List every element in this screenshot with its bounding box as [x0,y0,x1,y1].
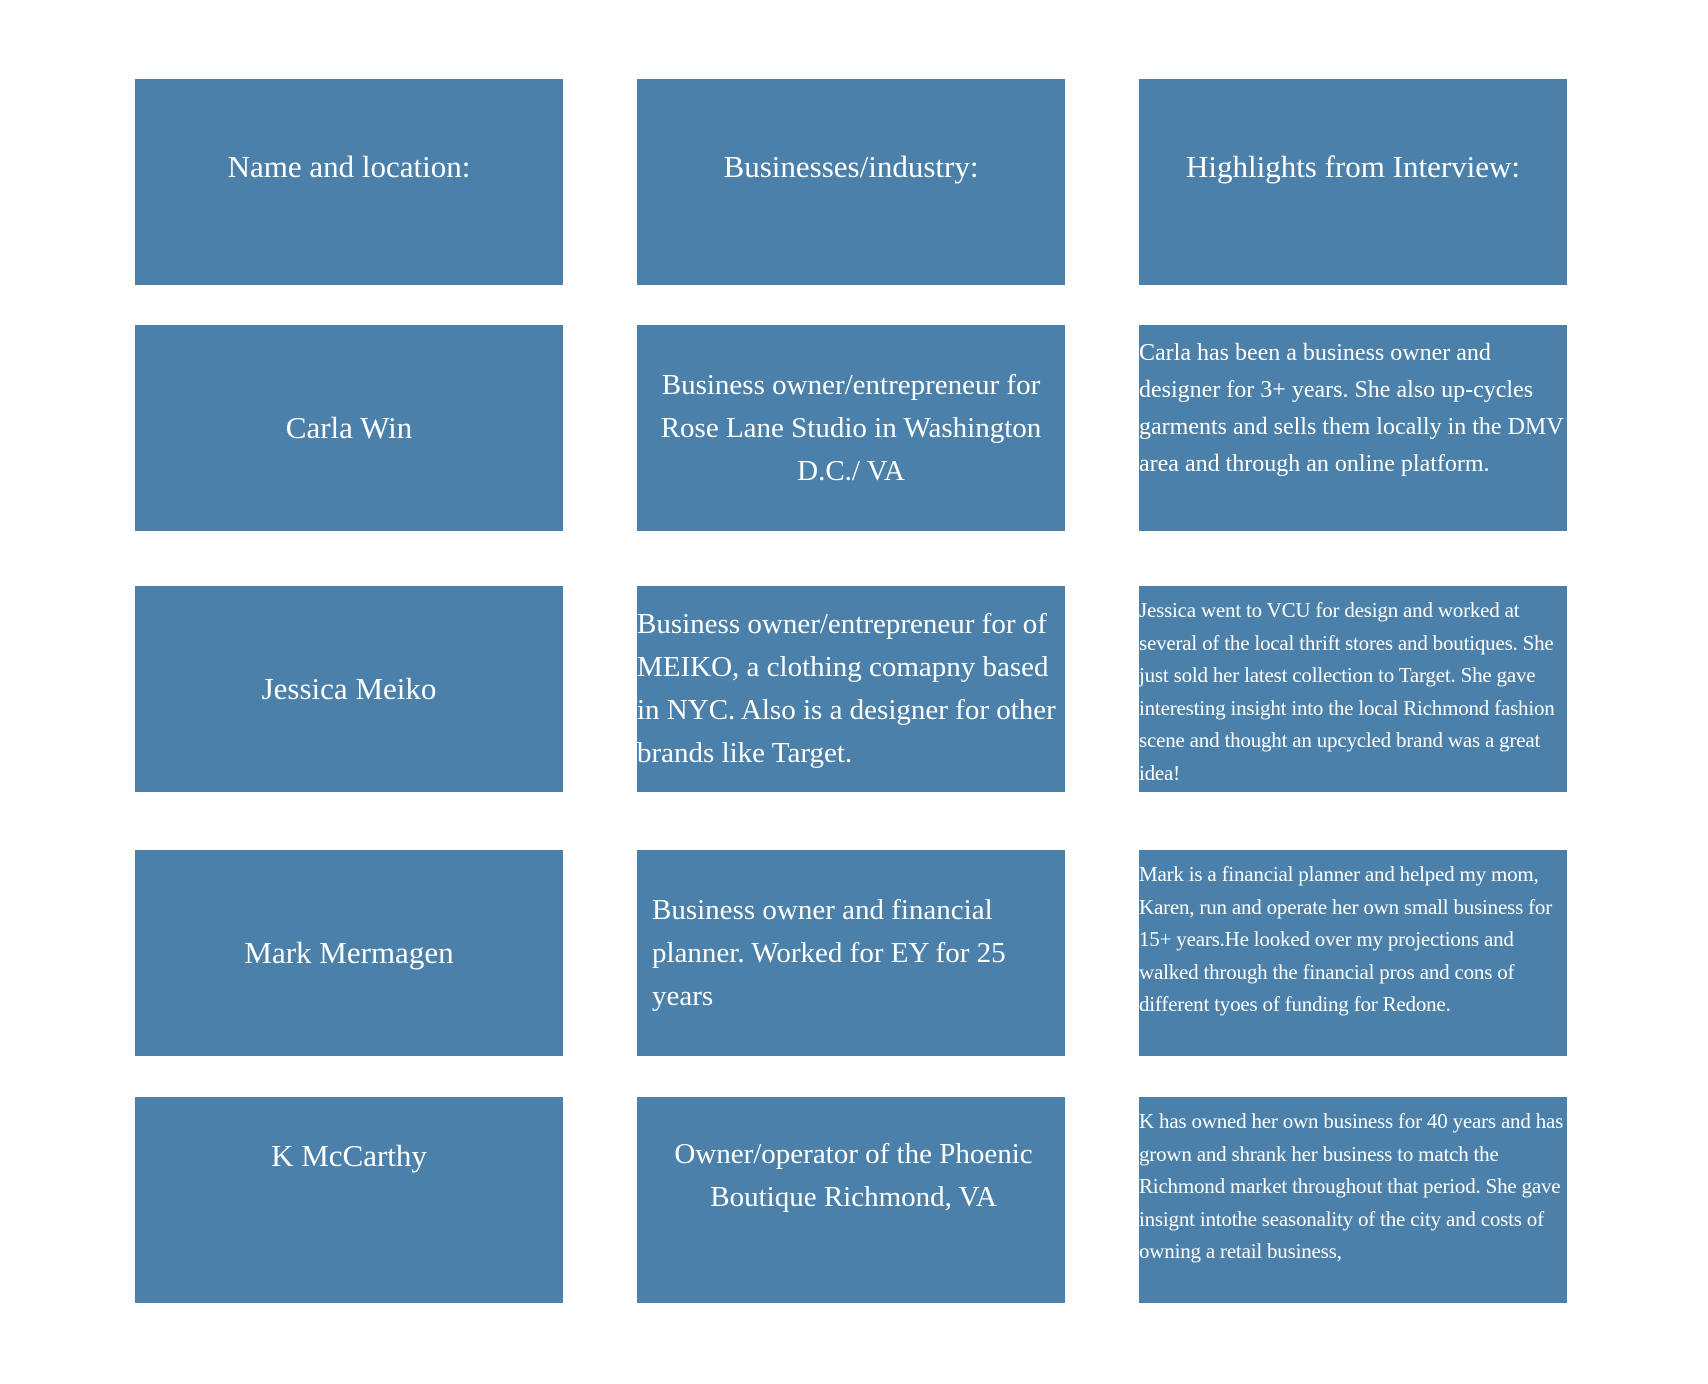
header-name-location [135,79,563,285]
header-label: Businesses/industry: [723,148,979,184]
header-label: Highlights from Interview: [1185,148,1521,184]
person-name: Jessica Meiko [261,670,437,706]
header-business-industry [637,79,1065,285]
header-highlights [1139,79,1567,285]
cell-highlights [1139,325,1567,531]
cell-business [637,1097,1065,1303]
person-name: Mark Mermagen [244,934,454,970]
cell-business [637,850,1065,1056]
highlights-text: K has owned her own business for 40 years and has grown and shrank her business to match the Richmond market throughout that period. She gave insignt intothe seasonality of the city and costs of owning a retail business, [1139,1109,1564,1263]
cell-highlights [1139,586,1567,792]
cell-name [135,850,563,1056]
cell-name [135,325,563,531]
cell-business [637,325,1065,531]
cell-highlights [1139,1097,1567,1303]
cell-business [637,586,1065,792]
business-text: Business owner/entrepreneur for Rose Lane Studio in Washington D.C./ VA [660,368,1042,487]
highlights-text: Jessica went to VCU for design and worked at several of the local thrift stores and boutiques. She just sold her latest collection to Target. She gave interesting insight into the local Richmond fashion scene and thought an upcycled brand was a great idea! [1139,598,1555,785]
highlights-text: Mark is a financial planner and helped my mom, Karen, run and operate her own small business for 15+ years.He looked over my projections and walked through the financial pros and cons of different tyoes of funding for Redone. [1139,862,1552,1016]
cell-name [135,586,563,792]
person-name: K McCarthy [271,1138,427,1173]
cell-name [135,1097,563,1303]
business-text: Business owner/entrepreneur for of MEIKO, a clothing comapny based in NYC. Also is a designer for other brands like Target. [637,608,1056,769]
highlights-text: Carla has been a business owner and designer for 3+ years. She also up-cycles garments and sells them locally in the DMV area and through an online platform. [1139,340,1564,477]
business-text: Owner/operator of the Phoenic Boutique Richmond, VA [674,1138,1033,1213]
cell-highlights [1139,850,1567,1056]
business-text: Business owner and financial planner. Worked for EY for 25 years [652,893,1006,1012]
person-name: Carla Win [285,409,413,445]
header-label: Name and location: [227,148,471,184]
